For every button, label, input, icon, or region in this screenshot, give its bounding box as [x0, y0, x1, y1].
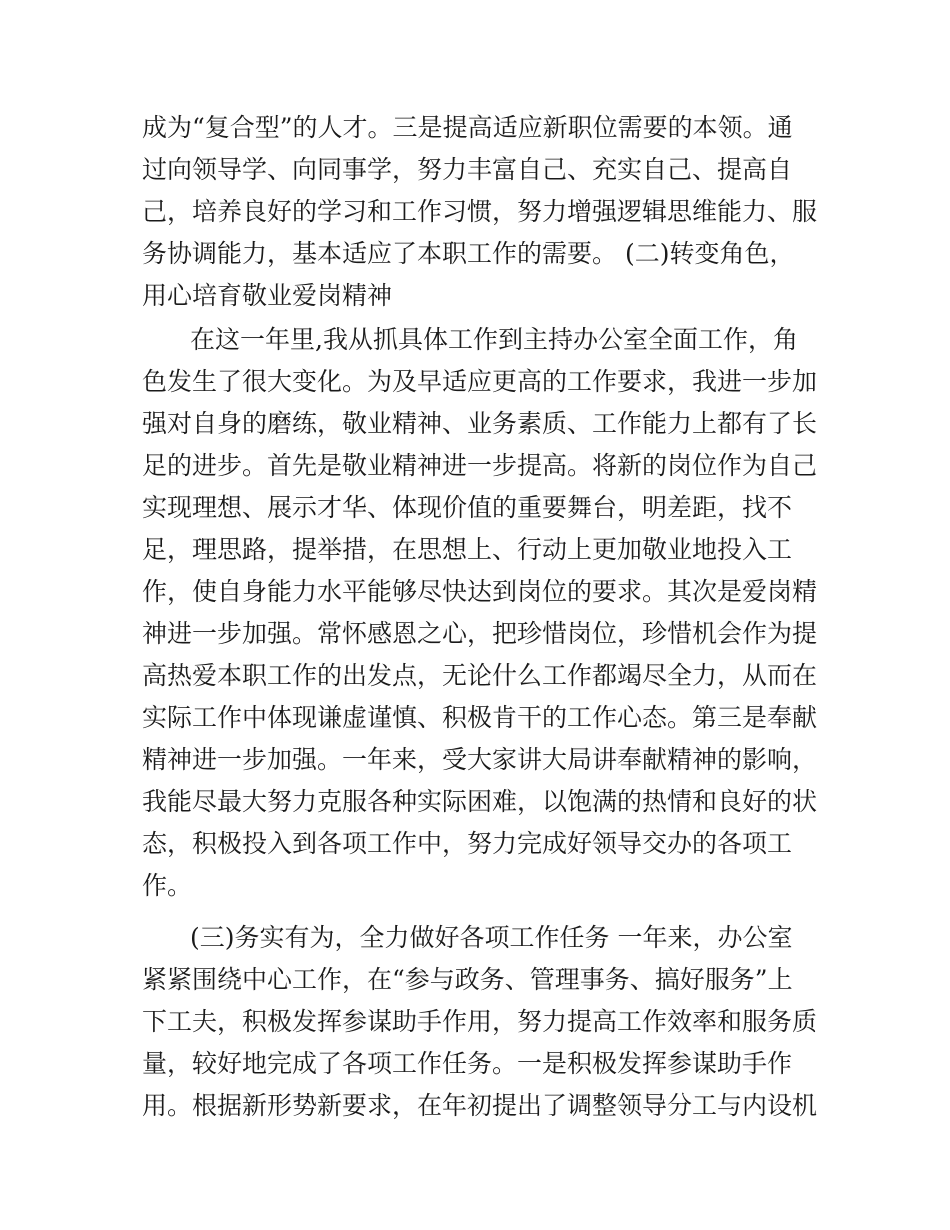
text-line: 紧紧围绕中心工作，在“参与政务、管理事务、搞好服务”上	[142, 965, 793, 994]
text-line: 足，理思路，提举措，在思想上、行动上更加敬业地投入工	[142, 535, 793, 564]
text-line: 我能尽最大努力克服各种实际困难，以饱满的热情和良好的状	[142, 787, 818, 816]
text-line: 成为“复合型”的人才。三是提高适应新职位需要的本领。通	[142, 113, 793, 142]
text-line: 作。	[142, 871, 193, 900]
text-line: 用。根据新形势新要求，在年初提出了调整领导分工与内设机	[142, 1091, 818, 1120]
text-line: 过向领导学、向同事学，努力丰富自己、充实自己、提高自	[142, 155, 793, 184]
text-line: 用心培育敬业爱岗精神	[142, 281, 393, 310]
text-line: 态，积极投入到各项工作中，努力完成好领导交办的各项工	[142, 829, 793, 858]
text-line: 下工夫，积极发挥参谋助手作用，努力提高工作效率和服务质	[142, 1007, 818, 1036]
text-line: 实际工作中体现谦虚谨慎、积极肯干的工作心态。第三是奉献	[142, 703, 818, 732]
text-line: 色发生了很大变化。为及早适应更高的工作要求，我进一步加	[142, 367, 818, 396]
text-line: 实现理想、展示才华、体现价值的重要舞台，明差距，找不	[142, 493, 793, 522]
text-line: 神进一步加强。常怀感恩之心，把珍惜岗位，珍惜机会作为提	[142, 619, 818, 648]
text-line: 在这一年里,我从抓具体工作到主持办公室全面工作，角	[190, 325, 798, 354]
text-line: 足的进步。首先是敬业精神进一步提高。将新的岗位作为自己	[142, 451, 818, 480]
text-line: 己，培养良好的学习和工作习惯，努力增强逻辑思维能力、服	[142, 197, 818, 226]
text-line: 高热爱本职工作的出发点，无论什么工作都竭尽全力，从而在	[142, 661, 818, 690]
text-line: 精神进一步加强。一年来，受大家讲大局讲奉献精神的影响，	[142, 745, 818, 774]
text-line: 量，较好地完成了各项工作任务。一是积极发挥参谋助手作	[142, 1049, 793, 1078]
text-line: 作，使自身能力水平能够尽快达到岗位的要求。其次是爱岗精	[142, 577, 818, 606]
text-line: 强对自身的磨练，敬业精神、业务素质、工作能力上都有了长	[142, 409, 818, 438]
text-line: 务协调能力，基本适应了本职工作的需要。 (二)转变角色，	[142, 239, 795, 268]
text-line: (三)务实有为，全力做好各项工作任务 一年来，办公室	[190, 923, 793, 952]
